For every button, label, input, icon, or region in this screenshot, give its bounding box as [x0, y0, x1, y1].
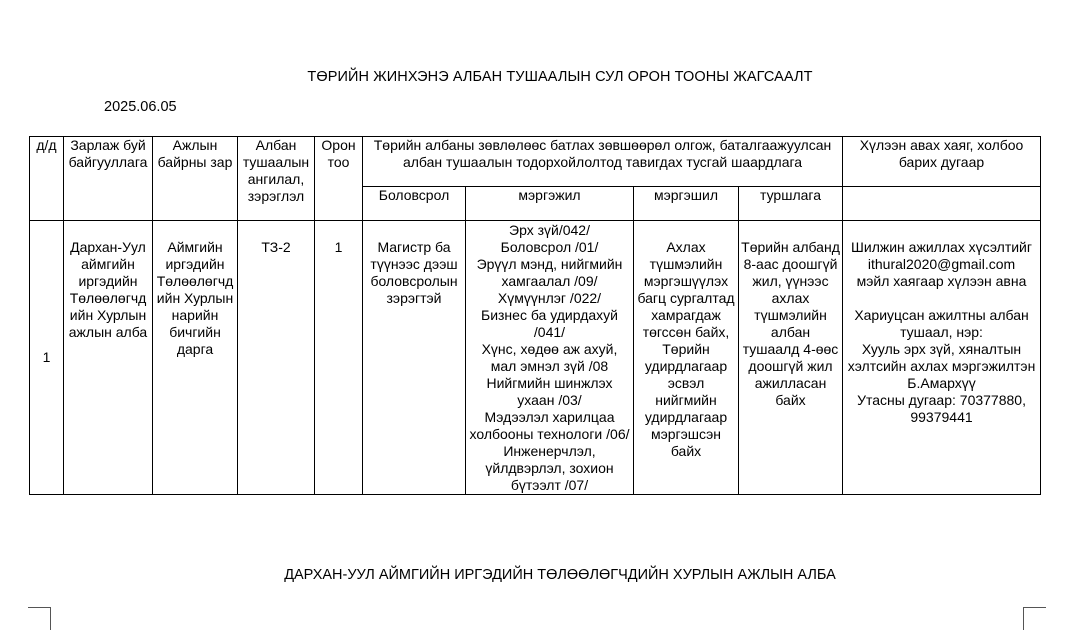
row-contact — [843, 221, 1041, 495]
header-education: Боловсрол — [363, 187, 466, 221]
profession-item: Боловсрол /01/ — [500, 239, 599, 255]
header-organization: Зарлаж буй байгууллага — [64, 137, 153, 221]
contact-line: мэйл хаягаар хүлээн авна — [856, 273, 1027, 289]
document-date: 2025.06.05 — [104, 99, 177, 115]
header-position: Ажлын байрны зар — [153, 137, 238, 221]
header-contact-blank — [843, 187, 1041, 221]
row-organization: Дархан-Уул аймгийн иргэдийн Төлөөлөгчдийн Хурлын ажлын алба — [64, 221, 153, 495]
row-qualification: Ахлах түшмэлийн мэргэшүүлэх багц сургалтад хамрагдаж төгссөн байх, Төрийн удирдлагаар эсвэл нийгмийн удирдлагаар мэргэшсэн байх — [634, 221, 739, 495]
header-qualification: мэргэшил — [634, 187, 739, 221]
profession-item: Хүнс, хөдөө аж ахуй, мал эмнэл зүй /08 — [481, 341, 618, 374]
profession-item: Бизнес ба удирдахуй /041/ — [481, 307, 618, 340]
header-profession: мэргэжил — [466, 187, 634, 221]
profession-item: Мэдээлэл харилцаа холбооны технологи /06/ — [469, 409, 630, 442]
header-class: Албан тушаалын ангилал, зэрэглэл — [238, 137, 315, 221]
header-experience: туршлага — [739, 187, 843, 221]
header-row — [30, 137, 1041, 187]
row-count: 1 — [315, 221, 363, 495]
row-no: 1 — [30, 221, 64, 495]
page-corner-mark — [1023, 607, 1046, 630]
header-no: д/д — [30, 137, 64, 221]
row-profession — [466, 221, 634, 495]
row-education: Магистр ба түүнээс дээш боловсролын зэрэгтэй — [363, 221, 466, 495]
row-class: ТЗ-2 — [238, 221, 315, 495]
vacancy-table — [29, 136, 1041, 495]
header-contact: Хүлээн авах хаяг, холбоо барих дугаар — [843, 137, 1041, 187]
contact-email: ithural2020@gmail.com — [867, 256, 1016, 272]
header-count: Орон тоо — [315, 137, 363, 221]
row-position: Аймгийн иргэдийн Төлөөлөгчдийн Хурлын нарийн бичгийн дарга — [153, 221, 238, 495]
contact-line: Шилжин ажиллах хүсэлтийг — [851, 239, 1032, 255]
profession-item: Хүмүүнлэг /022/ — [497, 290, 602, 306]
contact-line: Хууль эрх зүй, хяналтын хэлтсийн ахлах мэргэжилтэн Б.Амархүү — [847, 341, 1036, 391]
profession-item: Эрх зүй/042/ — [509, 222, 590, 238]
contact-line: Хариуцсан ажилтны албан тушаал, нэр: — [854, 307, 1029, 340]
header-requirements: Төрийн албаны зөвлөлөөс батлах зөвшөөрөл олгож, баталгаажуулсан албан тушаалын тодорхойлолтод тавигдах тусгай шаардлага — [363, 137, 843, 187]
profession-item: Инженерчлэл, үйлдвэрлэл, зохион бүтээлт /07/ — [485, 443, 614, 493]
profession-item: Нийгмийн шинжлэх ухаан /03/ — [486, 375, 613, 408]
row-experience: Төрийн албанд 8-аас доошгүй жил, үүнээс ахлах түшмэлийн албан тушаалд 4-өөс доошгүй жил ажилласан байх — [739, 221, 843, 495]
profession-item: Эрүүл мэнд, нийгмийн хамгаалал /09/ — [476, 256, 623, 289]
contact-phone: Утасны дугаар: 70377880, 99379441 — [857, 392, 1026, 425]
document-footer: ДАРХАН-УУЛ АЙМГИЙН ИРГЭДИЙН ТӨЛӨӨЛӨГЧДИЙН ХУРЛЫН АЖЛЫН АЛБА — [284, 567, 836, 583]
table-row — [30, 221, 1041, 495]
document-title: ТӨРИЙН ЖИНХЭНЭ АЛБАН ТУШААЛЫН СУЛ ОРОН ТООНЫ ЖАГСААЛТ — [307, 69, 813, 85]
page-corner-mark — [28, 607, 51, 630]
